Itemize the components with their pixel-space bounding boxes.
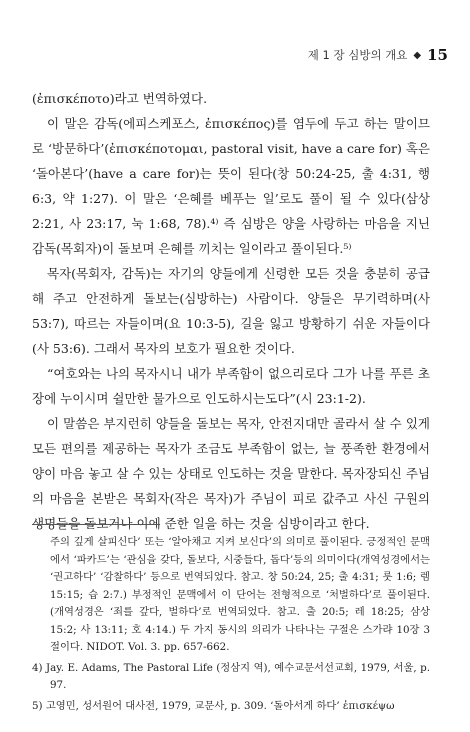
body-text <box>32 86 430 536</box>
footnotes <box>32 534 430 718</box>
paragraph-3: 목자(목회자, 감독)는 자기의 양들에게 신령한 모든 것을 충분히 공급해 주고 안전하게 돌보는(심방하는) 사람이다. 양들은 무기력하며(사 53:7), 따르는 자들이며(요 10:3-5), 길을 잃고 방황하기 쉬운 자들이다(사 53:6). 그래서 목자의 보호가 필요한 것이다. <box>32 266 430 356</box>
paragraph-1: (ἐπισκέποτο)라고 번역하였다. <box>32 91 208 106</box>
footnote-continuation: 주의 깊게 살피신다’ 또는 ‘알아채고 지켜 보신다’의 의미로 풀이된다. 긍정적인 문맥에서 ‘파카드’는 ‘관심을 갖다, 돌보다, 시중들다, 돕다’등의 의미이다(개역성경에서는 ‘권고하다’ ‘감찰하다’ 등으로 번역되었다. 참고. 창 50:24, 25; 출 4:31; 룻 1:6; 렘 15:15; 습 2:7.) 부정적인 문맥에서 이 단어는 전형적으로 ‘처벌하다’로 풀이된다. (개역성경은 ‘죄를 갚다, 벌하다’로 번역되었다. 참고. 출 20:5; 레 18:25; 삼상 15:2; 사 13:11; 호 4:14.) 두 가지 동시의 의리가 나타나는 구절은 스가랴 10장 3절이다. NIDOT. Vol. 3. pp. 657-662. <box>50 536 430 653</box>
page-number: 15 <box>427 46 448 64</box>
paragraph-2: 이 말은 감독(에피스케포스, ἐπισκέπος)를 염두에 두고 하는 말이므로 ‘방문하다’(ἐπισκέποτομαι, pastoral visit, have a care for) 혹은 ‘돌아본다’(have a care for)는 뜻이 된다(창 50:24-25, 출 4:31, 행 6:3, 약 1:27). 이 말은 ‘은혜를 베푸는 일’로도 풀이 될 수 있다(삼상 2:21, 사 23:17, 눅 1:68, 78).⁴⁾ 즉 심방은 양을 사랑하는 마음을 지닌 감독(목회자)이 돌보며 은혜를 끼치는 일이라고 풀이된다.⁵⁾ <box>32 116 430 256</box>
diamond-icon: ◆ <box>413 49 422 61</box>
running-header <box>308 46 448 64</box>
footnote-divider <box>32 524 160 525</box>
paragraph-5: 이 말씀은 부지런히 양들을 돌보는 목자, 안전지대만 골라서 살 수 있게 모든 편의를 제공하는 목자가 조금도 부족함이 없는, 늘 풍족한 환경에서 양이 마음 놓고 살 수 있는 상태로 인도하는 것을 말한다. 목자장되신 주님의 마음을 본받은 목회자(작은 목자)가 주님이 피로 값주고 사신 구원의 생명들을 돌보거나 이에 준한 일을 하는 것을 심방이라고 한다. <box>32 416 430 531</box>
chapter-title: 제 1 장 심방의 개요 <box>307 48 408 62</box>
footnote-4: 4) Jay. E. Adams, The Pastoral Life (정삼지 역), 예수교문서선교회, 1979, 서울, p. 97. <box>32 661 430 691</box>
quote-paragraph: “여호와는 나의 목자시니 내가 부족함이 없으리로다 그가 나를 푸른 초장에 누이시며 쉴만한 물가으로 인도하시는도다”(시 23:1-2). <box>32 366 430 406</box>
footnote-5: 5) 고영민, 성서원어 대사전, 1979, 교문사, p. 309. ‘돌아서게 하다’ ἐπισκέψω <box>32 699 395 712</box>
